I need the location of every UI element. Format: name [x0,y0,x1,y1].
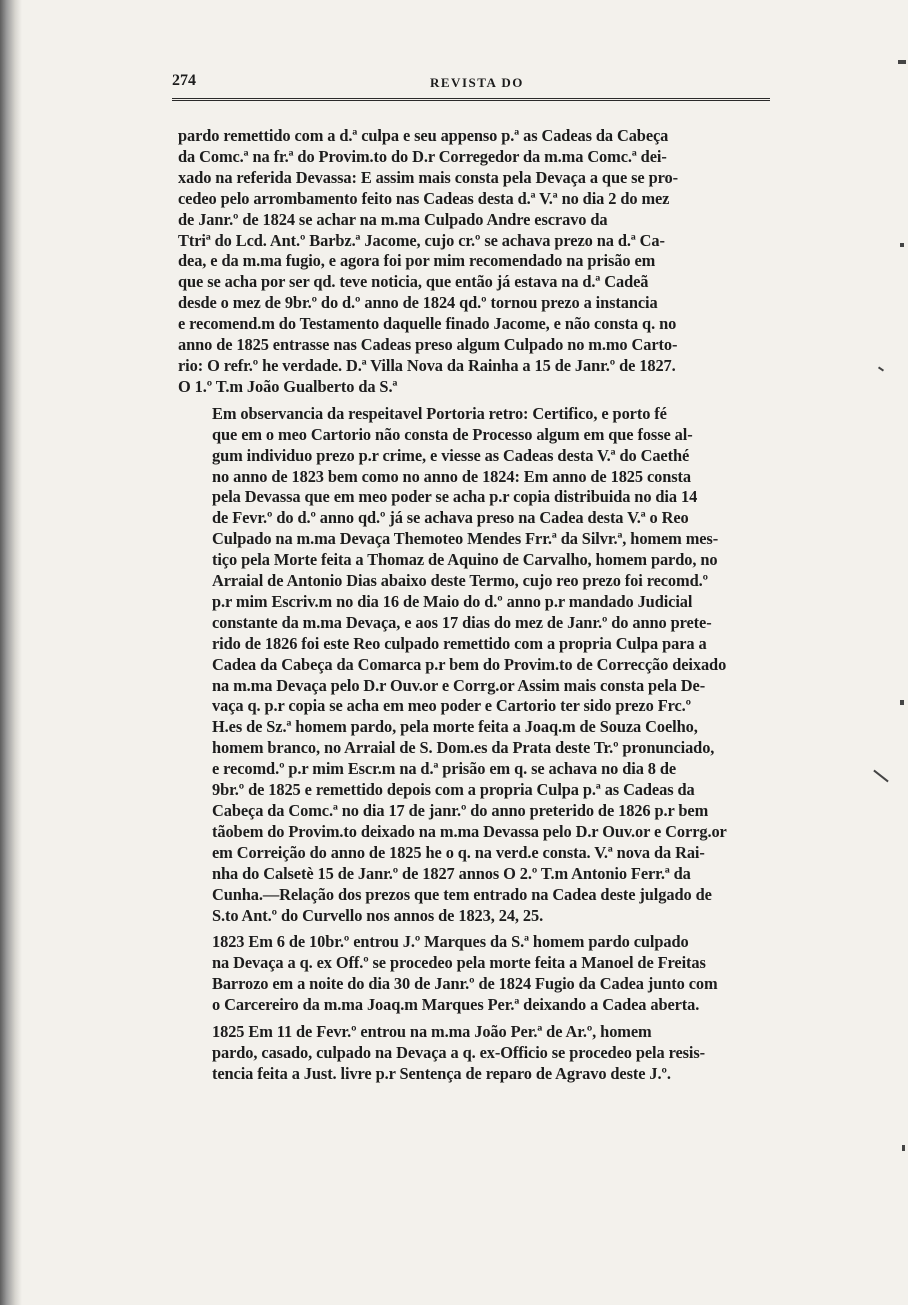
header-rule [172,98,770,101]
running-title: REVISTA DO [430,75,524,90]
text-line: S.to Ant.º do Curvello nos annos de 1823, 24, 25. [212,905,544,925]
text-line: Culpado na m.ma Devaça Themoteo Mendes Frr.ª da Silvr.ª, homem mes- [212,529,719,549]
text-line: que em o meo Cartorio não consta de Processo algum em que fosse al- [212,424,693,444]
page-number: 274 [172,72,196,89]
text-line: vaça q. p.r copia se acha em meo poder e Cartorio ter sido prezo Frc.º [212,696,691,716]
text-line: Cunha.—Relação dos prezos que tem entrado na Cadea deste julgado de [212,884,712,904]
text-line: o Carcereiro da m.ma Joaq.m Marques Per.ª deixando a Cadea aberta. [212,995,700,1015]
paragraph [178,932,770,1016]
text-line: Barrozo em a noite do dia 30 de Janr.º de 1824 Fugio da Cadea junto com [212,974,718,994]
text-line: tencia feita a Just. livre p.r Sentença de reparo de Agravo deste J.º. [212,1063,671,1083]
text-line: em Correição do anno de 1825 he o q. na verd.e consta. V.ª nova da Rai- [212,842,705,862]
scan-speck [900,700,904,705]
paragraph [178,1022,770,1085]
text-line: nha do Calsetè 15 de Janr.º de 1827 annos O 2.º T.m Antonio Ferr.ª da [212,863,691,883]
text-line: H.es de Sz.ª homem pardo, pela morte feita a Joaq.m de Souza Coelho, [212,717,698,737]
text-line: pardo remettido com a d.ª culpa e seu appenso p.ª as Cadeas da Cabeça [178,126,669,145]
text-line: cedeo pelo arrombamento feito nas Cadeas desta d.ª V.ª no dia 2 do mez [178,188,670,208]
scan-speck [873,770,888,783]
text-line: de Fevr.º do d.º anno qd.º já se achava preso na Cadea desta V.ª o Reo [212,508,689,528]
text-line: tiço pela Morte feita a Thomaz de Aquino de Carvalho, homem pardo, no [212,550,718,570]
text-line: dea, e da m.ma fugio, e agora foi por mim recomendado na prisão em [178,251,656,271]
page-header [172,70,770,100]
text-line: 1823 Em 6 de 10br.º entrou J.º Marques da S.ª homem pardo culpado [212,932,689,952]
text-line: 1825 Em 11 de Fevr.º entrou na m.ma João Per.ª de Ar.º, homem [212,1022,652,1042]
text-line: de Janr.º de 1824 se achar na m.ma Culpado Andre escravo da [178,209,608,229]
binding-shadow [0,0,22,1305]
text-line: da Comc.ª na fr.ª do Provim.to do D.r Corregedor da m.ma Comc.ª dei- [178,146,667,166]
text-line: tãobem do Provim.to deixado na m.ma Devassa pelo D.r Ouv.or e Corrg.or [212,821,727,841]
scan-speck [900,243,904,247]
text-line: e recomend.m do Testamento daquelle finado Jacome, e não consta q. no [178,314,677,334]
text-line: Cabeça da Comc.ª no dia 17 de janr.º do anno preterido de 1826 p.r bem [212,801,709,820]
scan-speck [878,366,884,371]
text-line: pardo, casado, culpado na Devaça a q. ex-Officio se procedeo pela resis- [212,1042,705,1062]
text-line: xado na referida Devassa: E assim mais consta pela Devaça a que se pro- [178,167,678,187]
text-line: pela Devassa que em meo poder se acha p.r copia distribuida no dia 14 [212,487,698,507]
scan-speck [902,1145,905,1151]
text-line: Cadea da Cabeça da Comarca p.r bem do Provim.to de Correcção deixado [212,654,727,674]
text-line: 9br.º de 1825 e remettido depois com a propria Culpa p.ª as Cadeas da [212,780,695,800]
text-line: desde o mez de 9br.º do d.º anno de 1824 qd.º tornou prezo a instancia [178,293,658,313]
text-line: na Devaça a q. ex Off.º se procedeo pela morte feita a Manoel de Freitas [212,953,706,973]
text-line: O 1.º T.m João Gualberto da S.ª [178,376,398,396]
text-line: no anno de 1823 bem como no anno de 1824: Em anno de 1825 consta [212,466,691,486]
paragraph [178,404,770,927]
text-line: na m.ma Devaça pelo D.r Ouv.or e Corrg.or Assim mais consta pela De- [212,675,706,695]
body-text [178,126,770,1091]
text-line: que se acha por ser qd. teve noticia, que então já estava na d.ª Cadeã [178,272,649,292]
paragraph [178,126,770,398]
scan-speck [898,60,906,64]
text-line: rido de 1826 foi este Reo culpado remettido com a propria Culpa para a [212,633,707,653]
text-line: Em observancia da respeitavel Portoria retro: Certifico, e porto fé [212,403,667,423]
text-line: rio: O refr.º he verdade. D.ª Villa Nova da Rainha a 15 de Janr.º de 1827. [178,355,676,375]
text-line: constante da m.ma Devaça, e aos 17 dias do mez de Janr.º do anno prete- [212,612,712,632]
text-line: gum individuo prezo p.r crime, e viesse as Cadeas desta V.ª do Caethé [212,445,690,465]
text-line: anno de 1825 entrasse nas Cadeas preso algum Culpado no m.mo Carto- [178,335,678,355]
text-line: Ttriª do Lcd. Ant.º Barbz.ª Jacome, cujo cr.º se achava prezo na d.ª Ca- [178,230,665,250]
text-line: homem branco, no Arraial de S. Dom.es da Prata deste Tr.º pronunciado, [212,738,715,758]
text-line: e recomd.º p.r mim Escr.m na d.ª prisão em q. se achava no dia 8 de [212,759,677,779]
text-line: Arraial de Antonio Dias abaixo deste Termo, cujo reo prezo foi recomd.º [212,571,708,591]
text-line: p.r mim Escriv.m no dia 16 de Maio do d.º anno p.r mandado Judicial [212,591,693,611]
